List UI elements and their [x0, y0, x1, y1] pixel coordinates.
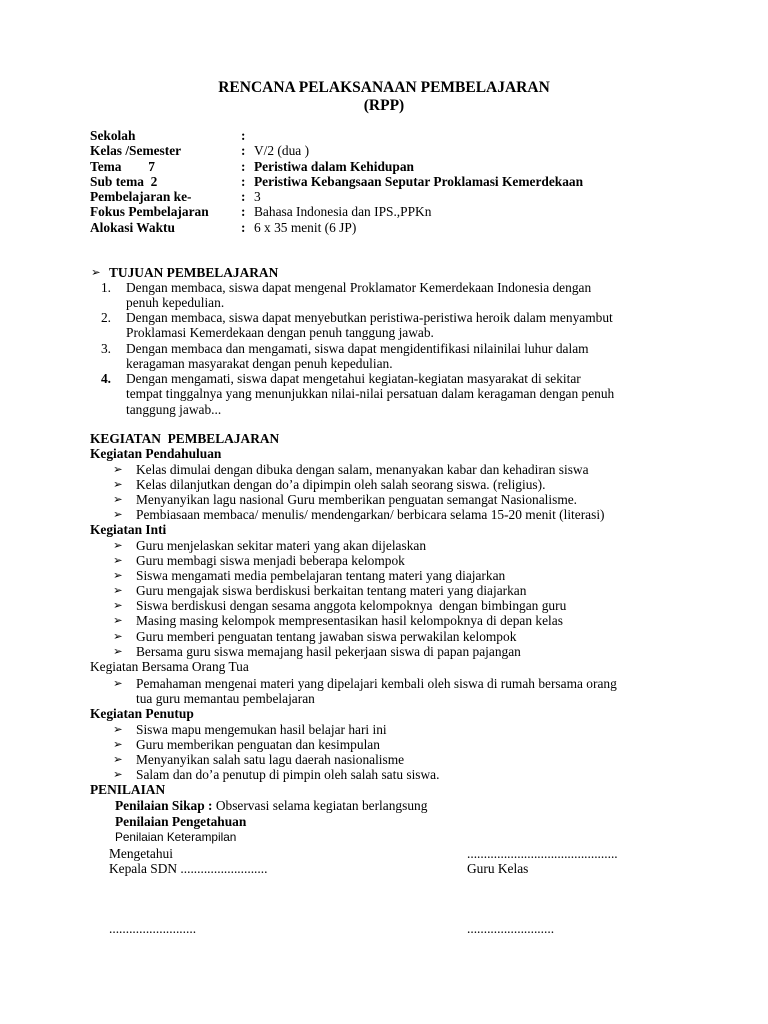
- list-item: Bersama guru siswa memajang hasil pekerjaan siswa di papan pajangan: [136, 644, 521, 659]
- tujuan-item-text: tempat tinggalnya yang menunjukkan nilai-nilai persatuan dalam keragaman dengan penuh: [126, 386, 615, 401]
- signature-left-caption: Mengetahui: [109, 846, 173, 861]
- arrow-bullet-icon: ➢: [113, 629, 123, 643]
- list-item: Guru mengajak siswa berdiskusi berkaitan tentang materi yang diajarkan: [136, 583, 527, 598]
- tujuan-item-text: penuh kepedulian.: [126, 295, 225, 310]
- info-label-fokus: Fokus Pembelajaran: [90, 204, 209, 219]
- list-item: Siswa mapu mengemukan hasil belajar hari ini: [136, 722, 387, 737]
- info-label-tema: Tema 7: [90, 159, 155, 174]
- arrow-bullet-icon: ➢: [113, 583, 123, 597]
- tujuan-item-text: keragaman masyarakat dengan penuh kepedulian.: [126, 356, 393, 371]
- list-item: Kelas dilanjutkan dengan do’a dipimpin oleh salah seorang siswa. (religius).: [136, 477, 546, 492]
- inti-heading: Kegiatan Inti: [90, 522, 167, 537]
- document-subtitle: (RPP): [363, 97, 405, 114]
- penutup-heading: Kegiatan Penutup: [90, 706, 194, 721]
- info-label-alokasi: Alokasi Waktu: [90, 220, 175, 235]
- signature-left-title: Kepala SDN ..........................: [109, 861, 268, 876]
- list-number: 1.: [100, 280, 111, 295]
- info-colon: :: [241, 189, 246, 204]
- info-value-kelas: V/2 (dua ): [254, 143, 310, 158]
- info-label-pembelajaran: Pembelajaran ke-: [90, 189, 192, 204]
- tujuan-item-text: Dengan membaca, siswa dapat mengenal Proklamator Kemerdekaan Indonesia dengan: [126, 280, 592, 295]
- list-item: Salam dan do’a penutup di pimpin oleh salah satu siswa.: [136, 767, 440, 782]
- arrow-bullet-icon: ➢: [113, 553, 123, 567]
- arrow-bullet-icon: ➢: [113, 613, 123, 627]
- pendahuluan-heading: Kegiatan Pendahuluan: [90, 446, 222, 461]
- info-value-pembelajaran: 3: [254, 189, 261, 204]
- list-item: Masing masing kelompok mempresentasikan hasil kelompoknya di depan kelas: [136, 613, 563, 628]
- list-item: Guru menjelaskan sekitar materi yang akan dijelaskan: [136, 538, 427, 553]
- info-colon: :: [241, 174, 246, 189]
- tujuan-item-text: tanggung jawab...: [126, 402, 222, 417]
- info-value-subtema: Peristiwa Kebangsaan Seputar Proklamasi Kemerdekaan: [254, 174, 584, 189]
- penilaian-sikap-value: Observasi selama kegiatan berlangsung: [212, 798, 428, 813]
- signature-left-name-line: ..........................: [109, 921, 197, 936]
- tujuan-item-text: Dengan membaca dan mengamati, siswa dapat mengidentifikasi nilainilai luhur dalam: [126, 341, 589, 356]
- arrow-bullet-icon: ➢: [113, 752, 123, 766]
- arrow-bullet-icon: ➢: [113, 767, 123, 781]
- info-label-kelas: Kelas /Semester: [90, 143, 182, 158]
- kegiatan-heading: KEGIATAN PEMBELAJARAN: [90, 431, 280, 446]
- list-item: Guru memberi penguatan tentang jawaban siswa perwakilan kelompok: [136, 629, 517, 644]
- arrow-bullet-icon: ➢: [113, 644, 123, 658]
- penilaian-keterampilan: Penilaian Keterampilan: [115, 830, 237, 844]
- orang-tua-heading: Kegiatan Bersama Orang Tua: [90, 659, 249, 674]
- info-colon: :: [241, 159, 246, 174]
- list-item: Siswa mengamati media pembelajaran tentang materi yang diajarkan: [136, 568, 506, 583]
- info-value-fokus: Bahasa Indonesia dan IPS.,PPKn: [254, 204, 432, 219]
- list-item: Menyanyikan lagu nasional Guru memberikan penguatan semangat Nasionalisme.: [136, 492, 578, 507]
- signature-right-date-line: .............................................: [467, 846, 618, 861]
- list-number: 4.: [100, 371, 111, 386]
- penilaian-sikap: [115, 798, 427, 813]
- list-item: Menyanyikan salah satu lagu daerah nasionalisme: [136, 752, 405, 767]
- signature-right-name-line: ..........................: [467, 921, 555, 936]
- penilaian-sikap-label: Penilaian Sikap :: [115, 798, 213, 813]
- tujuan-item-text: Dengan mengamati, siswa dapat mengetahui kegiatan-kegiatan masyarakat di sekitar: [126, 371, 581, 386]
- arrow-bullet-icon: ➢: [113, 676, 123, 690]
- list-item: Guru membagi siswa menjadi beberapa kelompok: [136, 553, 405, 568]
- list-item: Siswa berdiskusi dengan sesama anggota kelompoknya dengan bimbingan guru: [136, 598, 567, 613]
- list-item: Pemahaman mengenai materi yang dipelajari kembali oleh siswa di rumah bersama orang: [136, 676, 617, 691]
- list-number: 2.: [100, 310, 111, 325]
- list-number: 3.: [100, 341, 111, 356]
- arrow-bullet-icon: ➢: [91, 265, 101, 279]
- arrow-bullet-icon: ➢: [113, 538, 123, 552]
- penilaian-pengetahuan: Penilaian Pengetahuan: [115, 814, 247, 829]
- tujuan-item-text: Dengan membaca, siswa dapat menyebutkan peristiwa-peristiwa heroik dalam menyambut: [126, 310, 613, 325]
- info-value-tema: Peristiwa dalam Kehidupan: [254, 159, 414, 174]
- list-item: Kelas dimulai dengan dibuka dengan salam, menanyakan kabar dan kehadiran siswa: [136, 462, 589, 477]
- document-title: RENCANA PELAKSANAAN PEMBELAJARAN: [218, 79, 550, 96]
- arrow-bullet-icon: ➢: [113, 462, 123, 476]
- arrow-bullet-icon: ➢: [113, 598, 123, 612]
- arrow-bullet-icon: ➢: [113, 737, 123, 751]
- list-item-continuation: tua guru memantau pembelajaran: [136, 691, 315, 706]
- arrow-bullet-icon: ➢: [113, 492, 123, 506]
- tujuan-item-text: Proklamasi Kemerdekaan dengan penuh tanggung jawab.: [126, 325, 434, 340]
- list-item: Guru memberikan penguatan dan kesimpulan: [136, 737, 380, 752]
- info-label-sekolah: Sekolah: [90, 128, 136, 143]
- tujuan-heading: TUJUAN PEMBELAJARAN: [109, 265, 279, 280]
- arrow-bullet-icon: ➢: [113, 568, 123, 582]
- info-label-subtema: Sub tema 2: [90, 174, 158, 189]
- arrow-bullet-icon: ➢: [113, 507, 123, 521]
- info-colon: :: [241, 128, 246, 143]
- arrow-bullet-icon: ➢: [113, 477, 123, 491]
- list-item: Pembiasaan membaca/ menulis/ mendengarkan/ berbicara selama 15-20 menit (literasi): [136, 507, 605, 522]
- signature-right-title: Guru Kelas: [467, 861, 529, 876]
- info-colon: :: [241, 204, 246, 219]
- penilaian-heading: PENILAIAN: [90, 782, 166, 797]
- info-value-alokasi: 6 x 35 menit (6 JP): [254, 220, 357, 235]
- info-colon: :: [241, 220, 246, 235]
- info-colon: :: [241, 143, 246, 158]
- arrow-bullet-icon: ➢: [113, 722, 123, 736]
